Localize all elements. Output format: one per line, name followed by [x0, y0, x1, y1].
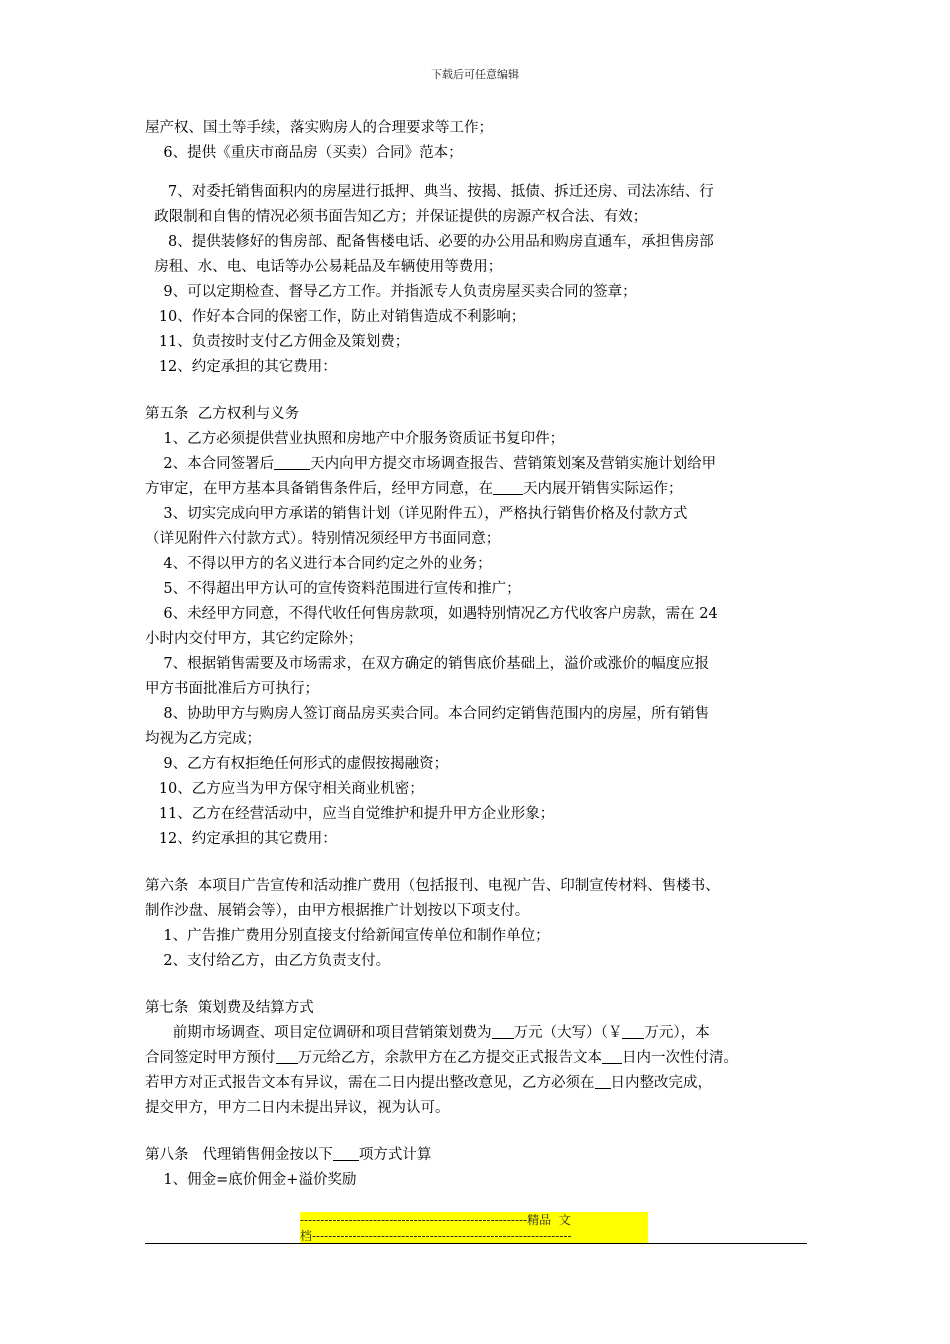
blank-field	[493, 478, 523, 495]
clause-line: 8、提供装修好的售房部、配备售楼电话、必要的办公用品和购房直通车，承担售房部	[145, 234, 714, 250]
clause-line: 7、对委托销售面积内的房屋进行抵押、典当、按揭、抵债、拆迁还房、司法冻结、行	[145, 184, 714, 200]
blank-field	[492, 1022, 514, 1039]
clause-line: 房租、水、电、电话等办公易耗品及车辆使用等费用；	[145, 259, 503, 275]
clause-line: 6、提供《重庆市商品房（买卖）合同》范本；	[145, 145, 463, 161]
clause-line: 12、约定承担的其它费用：	[145, 831, 337, 847]
clause-line: 9、乙方有权拒绝任何形式的虚假按揭融资；	[145, 756, 449, 772]
clause-line: 10、乙方应当为甲方保守相关商业机密；	[145, 781, 424, 797]
page-header: 下载后可任意编辑	[431, 68, 519, 81]
clause-line: 9、可以定期检查、督导乙方工作。并指派专人负责房屋买卖合同的签章；	[145, 284, 637, 300]
article-6-title: 第六条 本项目广告宣传和活动推广费用（包括报刊、电视广告、印制宣传材料、售楼书、	[145, 878, 720, 894]
clause-line: 4、不得以甲方的名义进行本合同约定之外的业务；	[145, 556, 492, 572]
blank-field	[274, 453, 310, 470]
clause-line: 2、支付给乙方，由乙方负责支付。	[145, 953, 391, 969]
clause-line: 6、未经甲方同意，不得代收任何售房款项，如遇特别情况乙方代收客户房款，需在 24	[145, 606, 718, 622]
blank-field	[333, 1144, 359, 1161]
clause-line: 提交甲方，甲方二日内未提出异议，视为认可。	[145, 1100, 450, 1116]
clause-line: 1、佣金=底价佣金+溢价奖励	[145, 1172, 357, 1188]
clause-line: 1、广告推广费用分别直接支付给新闻宣传单位和制作单位；	[145, 928, 550, 944]
clause-line: 均视为乙方完成；	[145, 731, 261, 747]
clause-line: （详见附件六付款方式）。特别情况须经甲方书面同意；	[145, 531, 501, 547]
clause-line: 2、本合同签署后 天内向甲方提交市场调查报告、营销策划案及营销实施计划给甲	[145, 452, 810, 477]
clause-line: 若甲方对正式报告文本有异议，需在二日内提出整改意见，乙方必须在 日内整改完成，	[145, 1071, 810, 1096]
clause-line: 12、约定承担的其它费用：	[145, 359, 337, 375]
article-8-title: 第八条 代理销售佣金按以下 项方式计算	[145, 1143, 810, 1168]
clause-line: 制作沙盘、展销会等），由甲方根据推广计划按以下项支付。	[145, 903, 530, 919]
clause-line: 前期市场调查、项目定位调研和项目营销策划费为 万元（大写）（￥ 万元），本	[145, 1021, 810, 1046]
clause-line: 10、作好本合同的保密工作，防止对销售造成不利影响；	[145, 309, 526, 325]
clause-line: 11、负责按时支付乙方佣金及策划费；	[145, 334, 410, 350]
footer-line-2: 档----------------------------------------------------------------	[300, 1228, 648, 1244]
blank-field	[602, 1047, 622, 1064]
clause-line: 1、乙方必须提供营业执照和房地产中介服务资质证书复印件；	[145, 431, 565, 447]
article-7-title: 第七条 策划费及结算方式	[145, 1000, 314, 1016]
blank-field	[622, 1022, 644, 1039]
footer-line-1: --------------------------------------------------------精品 文	[300, 1212, 648, 1228]
clause-line: 合同签定时甲方预付 万元给乙方，余款甲方在乙方提交正式报告文本 日内一次性付清。	[145, 1046, 810, 1071]
clause-line: 11、乙方在经营活动中，应当自觉维护和提升甲方企业形象；	[145, 806, 555, 822]
clause-line: 8、协助甲方与购房人签订商品房买卖合同。本合同约定销售范围内的房屋，所有销售	[145, 706, 710, 722]
clause-line: 政限制和自售的情况必须书面告知乙方；并保证提供的房源产权合法、有效；	[145, 209, 648, 225]
clause-line: 屋产权、国土等手续，落实购房人的合理要求等工作；	[145, 120, 493, 136]
blank-field	[276, 1047, 298, 1064]
footer-rule	[145, 1243, 807, 1244]
clause-line: 5、不得超出甲方认可的宣传资料范围进行宣传和推广；	[145, 581, 521, 597]
clause-line: 小时内交付甲方，其它约定除外；	[145, 631, 363, 647]
article-5-title: 第五条 乙方权利与义务	[145, 406, 300, 422]
clause-line: 甲方书面批准后方可执行；	[145, 681, 319, 697]
blank-field	[595, 1072, 611, 1089]
footer-watermark	[300, 1212, 648, 1244]
document-body	[145, 116, 810, 1193]
clause-line: 7、根据销售需要及市场需求，在双方确定的销售底价基础上，溢价或涨价的幅度应报	[145, 656, 710, 672]
clause-line: 方审定，在甲方基本具备销售条件后，经甲方同意，在 天内展开销售实际运作；	[145, 477, 810, 502]
clause-line: 3、切实完成向甲方承诺的销售计划（详见附件五），严格执行销售价格及付款方式	[145, 506, 688, 522]
